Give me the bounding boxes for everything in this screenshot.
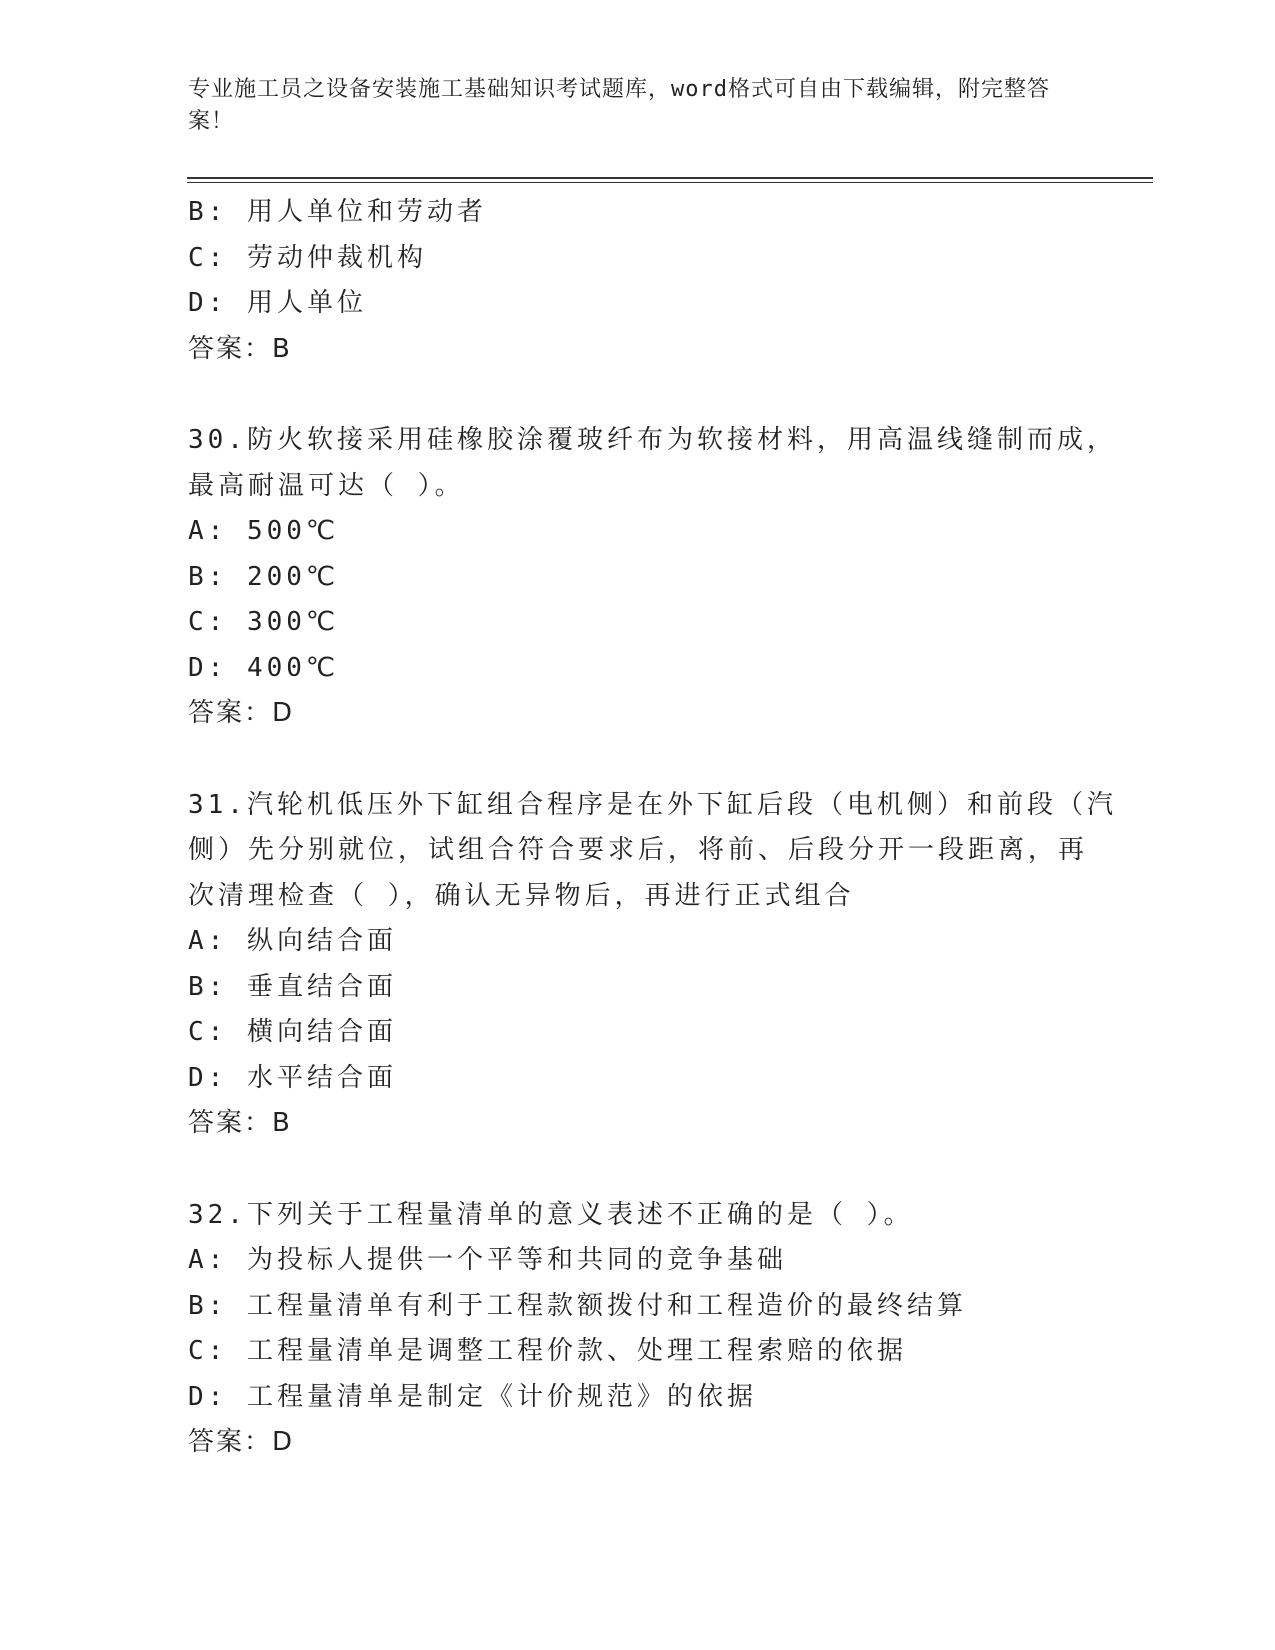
header-title: 专业施工员之设备安装施工基础知识考试题库，word格式可自由下载编辑，附完整答案！ <box>188 77 1050 134</box>
document-header <box>188 74 1068 138</box>
question-stem-line: 32.下列关于工程量清单的意义表述不正确的是（ ）。 <box>188 1199 914 1230</box>
question-stem-line: 最高耐温可达（ ）。 <box>188 470 465 501</box>
question-30 <box>188 418 1117 737</box>
header-divider-thick <box>187 177 1153 179</box>
answer-line: 答案：B <box>188 1108 292 1138</box>
question-stem-line: 次清理检查（ ），确认无异物后，再进行正式组合 <box>188 880 855 911</box>
option-d: D: 用人单位 <box>188 288 367 318</box>
option-d: D: 400℃ <box>188 652 340 683</box>
question-stem-line: 侧）先分别就位，试组合符合要求后，将前、后段分开一段距离，再 <box>188 835 1089 865</box>
question-32 <box>188 1193 1088 1466</box>
answer-line: 答案：D <box>188 1427 295 1457</box>
previous-question-tail <box>188 190 1088 372</box>
option-c: C: 劳动仲裁机构 <box>188 242 427 273</box>
option-b: B: 垂直结合面 <box>188 971 397 1002</box>
spacer <box>188 1147 1088 1193</box>
option-c: C: 横向结合面 <box>188 1017 397 1047</box>
option-c: C: 工程量清单是调整工程价款、处理工程索赔的依据 <box>188 1336 907 1366</box>
option-b: B: 200℃ <box>188 561 340 592</box>
option-a: A: 500℃ <box>188 516 340 546</box>
question-31 <box>188 783 1117 1147</box>
question-stem-line: 30.防火软接采用硅橡胶涂覆玻纤布为软接材料，用高温线缝制而成， <box>188 425 1117 455</box>
spacer <box>188 737 1088 783</box>
spacer <box>188 372 1088 418</box>
answer-line: 答案：D <box>188 698 295 728</box>
question-content <box>188 190 1117 1466</box>
option-d: D: 工程量清单是制定《计价规范》的依据 <box>188 1381 757 1412</box>
option-b: B: 工程量清单有利于工程款额拨付和工程造价的最终结算 <box>188 1290 967 1321</box>
option-a: A: 为投标人提供一个平等和共同的竞争基础 <box>188 1245 787 1275</box>
answer-line: 答案：B <box>188 333 292 364</box>
option-c: C: 300℃ <box>188 607 340 637</box>
option-d: D: 水平结合面 <box>188 1062 397 1093</box>
option-a: A: 纵向结合面 <box>188 926 397 956</box>
option-b: B: 用人单位和劳动者 <box>188 197 487 227</box>
question-stem-line: 31.汽轮机低压外下缸组合程序是在外下缸后段（电机侧）和前段（汽 <box>188 789 1117 820</box>
header-divider-thin <box>187 182 1153 183</box>
